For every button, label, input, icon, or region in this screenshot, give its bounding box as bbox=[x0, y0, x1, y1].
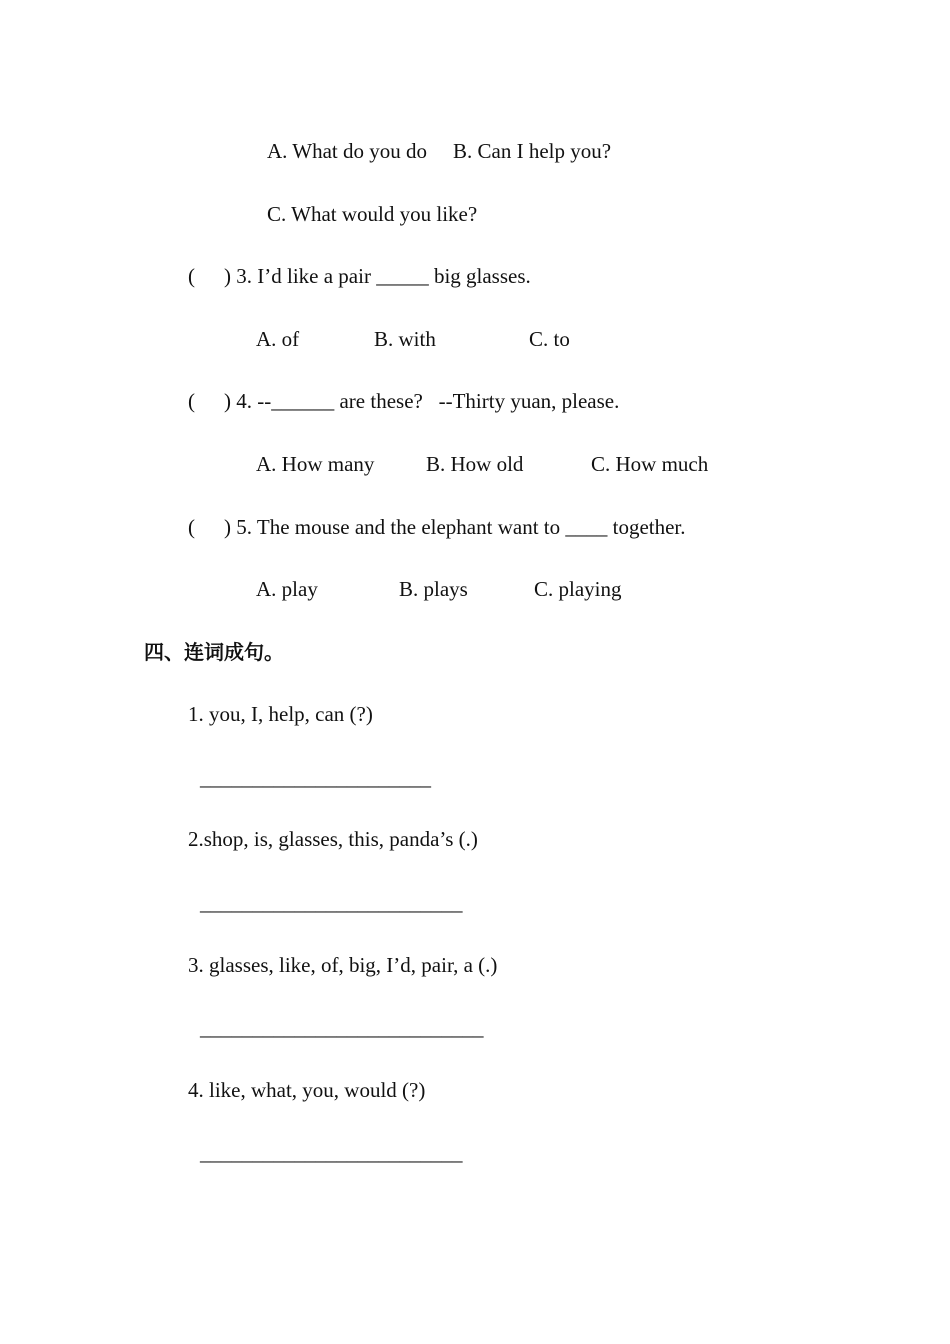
answer-line-2: _________________________ bbox=[200, 891, 463, 915]
q2-option-b: B. Can I help you? bbox=[453, 139, 612, 163]
answer-paren-close: ) bbox=[224, 515, 231, 539]
q4-option-a: A. How many bbox=[256, 452, 375, 476]
question-stem: 3. I’d like a pair _____ big glasses. bbox=[236, 264, 531, 288]
q4-stem-row bbox=[188, 388, 619, 414]
section-heading: 四、连词成句。 bbox=[144, 640, 284, 664]
reorder-prompt-3: 3. glasses, like, of, big, I’d, pair, a (.) bbox=[188, 953, 498, 977]
answer-line-1: ______________________ bbox=[200, 766, 431, 790]
answer-paren-open: ( bbox=[188, 515, 195, 539]
q3-option-a: A. of bbox=[256, 327, 300, 351]
answer-line-3: ___________________________ bbox=[200, 1016, 484, 1040]
q5-option-a: A. play bbox=[256, 577, 318, 601]
answer-paren-close: ) bbox=[224, 264, 231, 288]
answer-paren-open: ( bbox=[188, 389, 195, 413]
q3-stem-row bbox=[188, 263, 531, 289]
answer-line-4: _________________________ bbox=[200, 1141, 463, 1165]
question-stem: 4. --______ are these? --Thirty yuan, please. bbox=[236, 389, 620, 413]
q2-option-a: A. What do you do bbox=[267, 139, 428, 163]
reorder-prompt-1: 1. you, I, help, can (?) bbox=[188, 702, 373, 726]
q5-option-c: C. playing bbox=[534, 577, 622, 601]
q5-option-b: B. plays bbox=[399, 577, 468, 601]
reorder-prompt-4: 4. like, what, you, would (?) bbox=[188, 1078, 426, 1102]
answer-paren-open: ( bbox=[188, 264, 195, 288]
q5-stem-row bbox=[188, 514, 686, 540]
q2-option-c: C. What would you like? bbox=[267, 202, 478, 226]
q4-option-c: C. How much bbox=[591, 452, 709, 476]
q4-option-b: B. How old bbox=[426, 452, 524, 476]
q3-option-c: C. to bbox=[529, 327, 570, 351]
q3-option-b: B. with bbox=[374, 327, 436, 351]
reorder-prompt-2: 2.shop, is, glasses, this, panda’s (.) bbox=[188, 827, 478, 851]
question-stem: 5. The mouse and the elephant want to ____ together. bbox=[236, 515, 686, 539]
answer-paren-close: ) bbox=[224, 389, 231, 413]
